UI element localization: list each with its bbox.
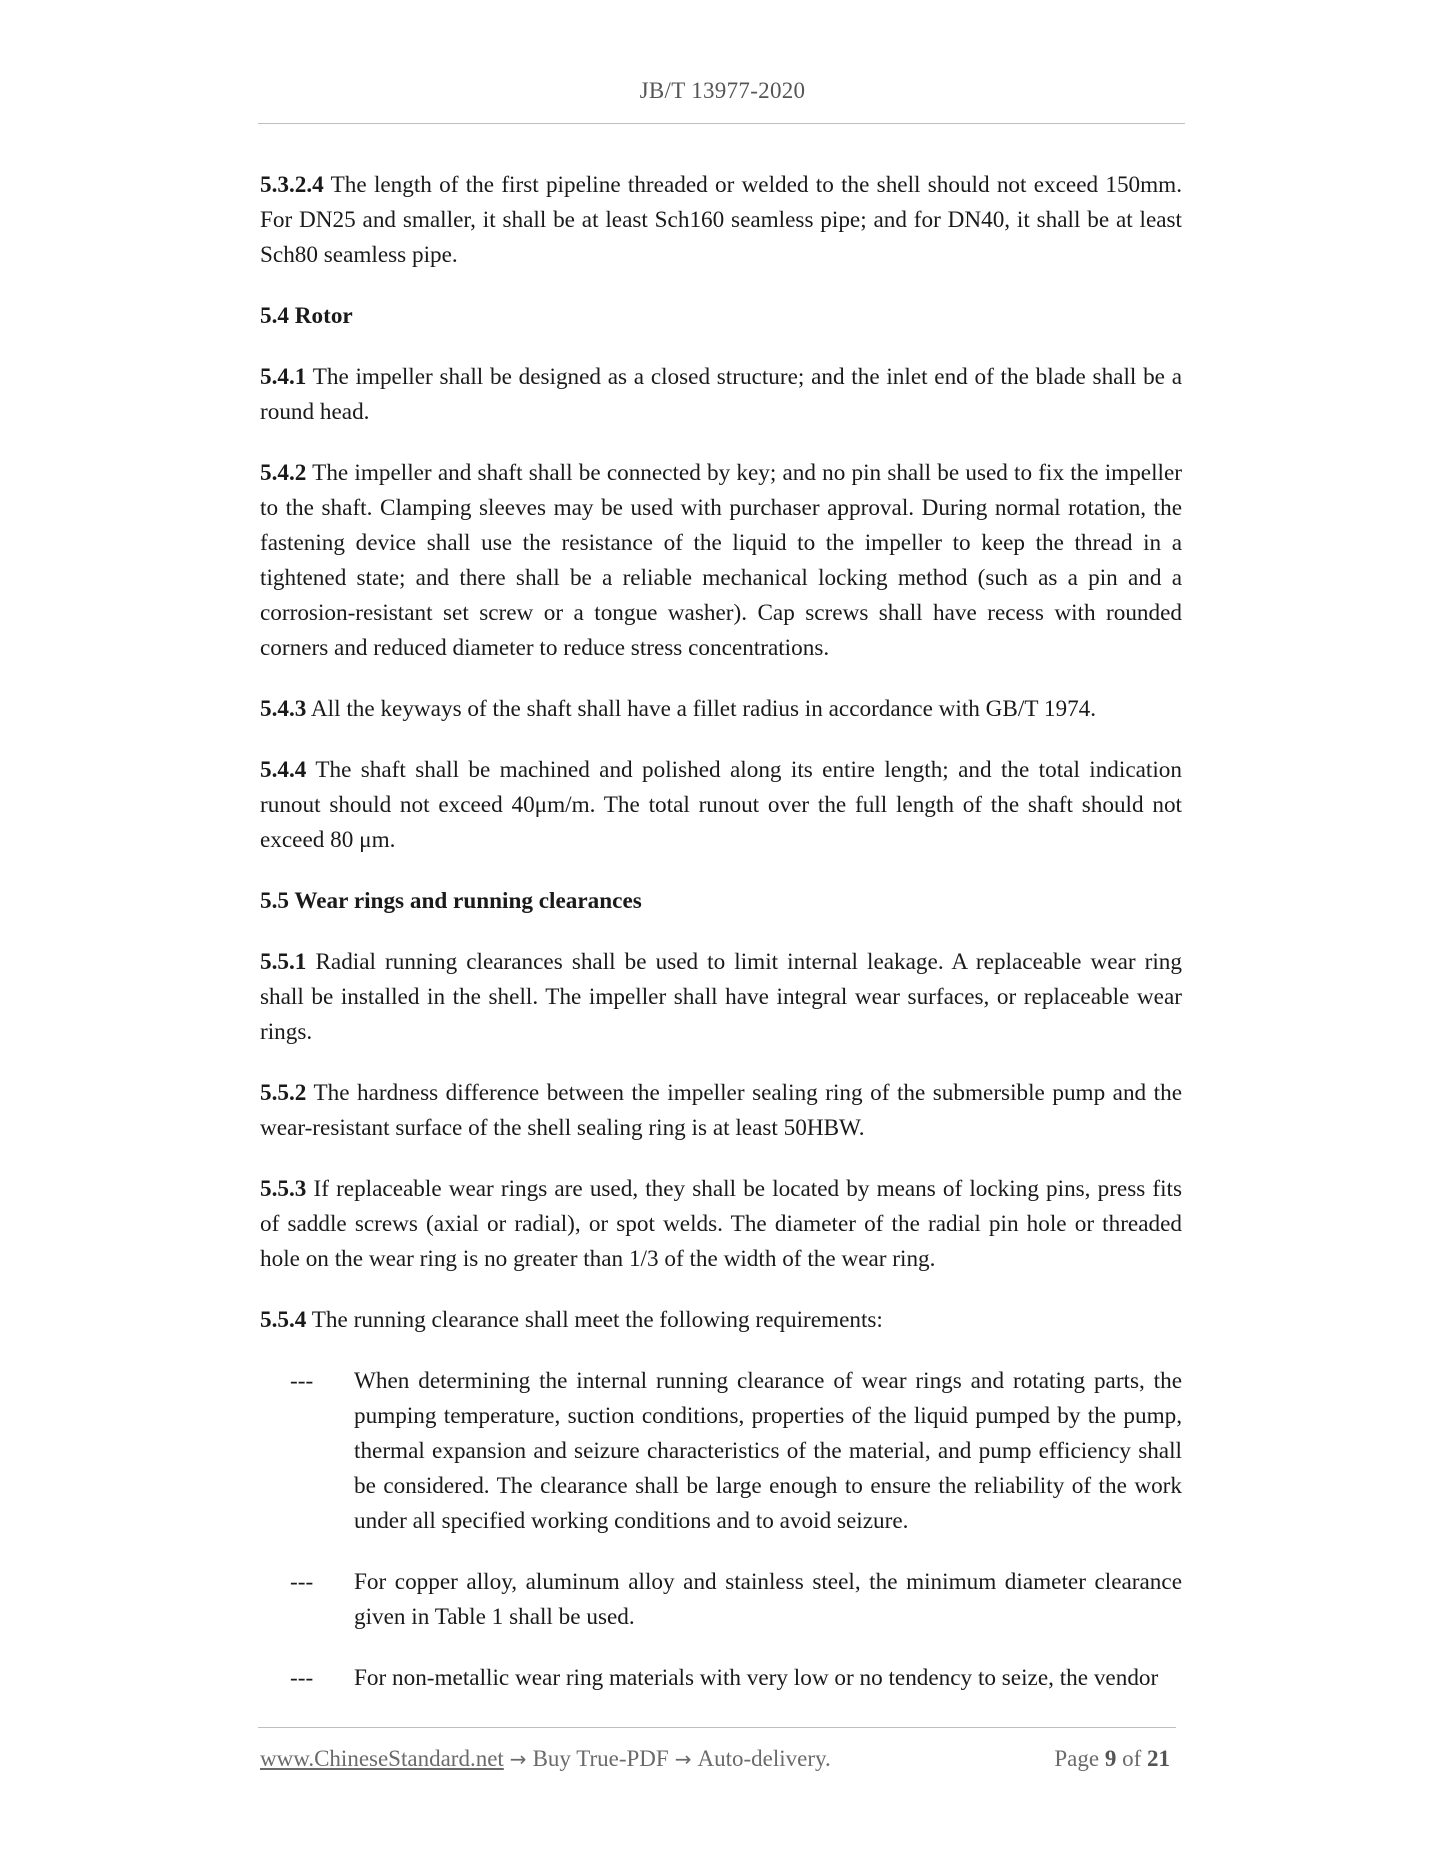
clause-5-5-2 bbox=[260, 1076, 1182, 1146]
list-item-text: For non-metallic wear ring materials with very low or no tendency to seize, the vendor bbox=[354, 1665, 1159, 1691]
clause-number: 5.5.3 bbox=[260, 1176, 307, 1202]
clause-number: 5.4.4 bbox=[260, 757, 307, 783]
list-item-text: When determining the internal running clearance of wear rings and rotating parts, the pumping temperature, suction conditions, properties of the liquid pumped by the pump, thermal expansion and seizure characteristics of the material, and pump efficiency shall be considered. The clearance shall be large enough to ensure the reliability of the work under all specified working conditions and to avoid seizure. bbox=[354, 1368, 1182, 1534]
clause-text: The shaft shall be machined and polished along its entire length; and the total indication runout should not exceed 40μm/m. The total runout over the full length of the shaft should not exceed 80 μm. bbox=[260, 757, 1182, 853]
clause-text: All the keyways of the shaft shall have a fillet radius in accordance with GB/T 1974. bbox=[310, 696, 1097, 722]
clause-number: 5.3.2.4 bbox=[260, 172, 324, 198]
clause-number: 5.5.2 bbox=[260, 1080, 307, 1106]
clause-number: 5.4.3 bbox=[260, 696, 307, 722]
section-heading-5-4: 5.4 Rotor bbox=[260, 303, 353, 329]
footer-promo bbox=[260, 1746, 831, 1772]
list-dash: --- bbox=[290, 1665, 314, 1691]
arrow-right-icon: → bbox=[509, 1747, 527, 1771]
section-heading-5-5: 5.5 Wear rings and running clearances bbox=[260, 888, 642, 914]
clause-5-3-2-4 bbox=[260, 168, 1182, 273]
page-label: Page bbox=[1054, 1746, 1100, 1771]
page-number bbox=[1054, 1746, 1170, 1772]
clause-number: 5.4.1 bbox=[260, 364, 307, 390]
document-code-header: JB/T 13977-2020 bbox=[639, 78, 806, 103]
clause-5-4-4 bbox=[260, 753, 1182, 858]
clause-5-4-1 bbox=[260, 360, 1182, 430]
of-label: of bbox=[1122, 1746, 1142, 1771]
clause-5-4-2 bbox=[260, 456, 1182, 666]
arrow-right-icon: → bbox=[674, 1747, 692, 1771]
clause-text: If replaceable wear rings are used, they shall be located by means of locking pins, press fits of saddle screws (axial or radial), or spot welds. The diameter of the radial pin hole or threaded hole on the wear ring is no greater than 1/3 of the width of the wear ring. bbox=[260, 1176, 1183, 1272]
footer-step-delivery: Auto-delivery. bbox=[697, 1746, 831, 1771]
footer-step-buy: Buy True-PDF bbox=[532, 1746, 669, 1771]
footer-divider bbox=[258, 1727, 1176, 1728]
clause-number: 5.5.4 bbox=[260, 1307, 307, 1333]
total-pages: 21 bbox=[1147, 1746, 1170, 1771]
clause-text: The running clearance shall meet the following requirements: bbox=[311, 1307, 883, 1333]
clause-5-5-4 bbox=[260, 1303, 1182, 1338]
list-dash: --- bbox=[290, 1569, 314, 1595]
clause-5-4-3 bbox=[260, 692, 1182, 727]
list-item bbox=[290, 1661, 1182, 1696]
clause-text: The length of the first pipeline threaded or welded to the shell should not exceed 150mm. For DN25 and smaller, it shall be at least Sch160 seamless pipe; and for DN40, it shall be at least Sch80 seamless pipe. bbox=[260, 172, 1182, 268]
current-page: 9 bbox=[1104, 1746, 1117, 1771]
document-body bbox=[260, 168, 1182, 1722]
clause-text: Radial running clearances shall be used to limit internal leakage. A replaceable wear ring shall be installed in the shell. The impeller shall have integral wear surfaces, or replaceable wear rings. bbox=[260, 949, 1182, 1045]
clause-text: The hardness difference between the impeller sealing ring of the submersible pump and the wear-resistant surface of the shell sealing ring is at least 50HBW. bbox=[260, 1080, 1182, 1141]
list-item bbox=[290, 1364, 1182, 1539]
list-item bbox=[290, 1565, 1182, 1635]
list-item-text: For copper alloy, aluminum alloy and stainless steel, the minimum diameter clearance given in Table 1 shall be used. bbox=[354, 1569, 1182, 1630]
clause-text: The impeller and shaft shall be connected by key; and no pin shall be used to fix the impeller to the shaft. Clamping sleeves may be used with purchaser approval. During normal rotation, the fastening device shall use the resistance of the liquid to the impeller to keep the thread in a tightened state; and there shall be a reliable mechanical locking method (such as a pin and a corrosion-resistant set screw or a tongue washer). Cap screws shall have recess with rounded corners and reduced diameter to reduce stress concentrations. bbox=[260, 460, 1182, 661]
list-dash: --- bbox=[290, 1368, 314, 1394]
clause-5-5-3 bbox=[260, 1172, 1182, 1277]
clause-text: The impeller shall be designed as a closed structure; and the inlet end of the blade shall be a round head. bbox=[260, 364, 1182, 425]
clause-number: 5.5.1 bbox=[260, 949, 307, 975]
clause-number: 5.4.2 bbox=[260, 460, 307, 486]
header-divider bbox=[258, 123, 1185, 124]
clause-5-5-1 bbox=[260, 945, 1182, 1050]
website-link[interactable]: www.ChineseStandard.net bbox=[260, 1746, 504, 1771]
